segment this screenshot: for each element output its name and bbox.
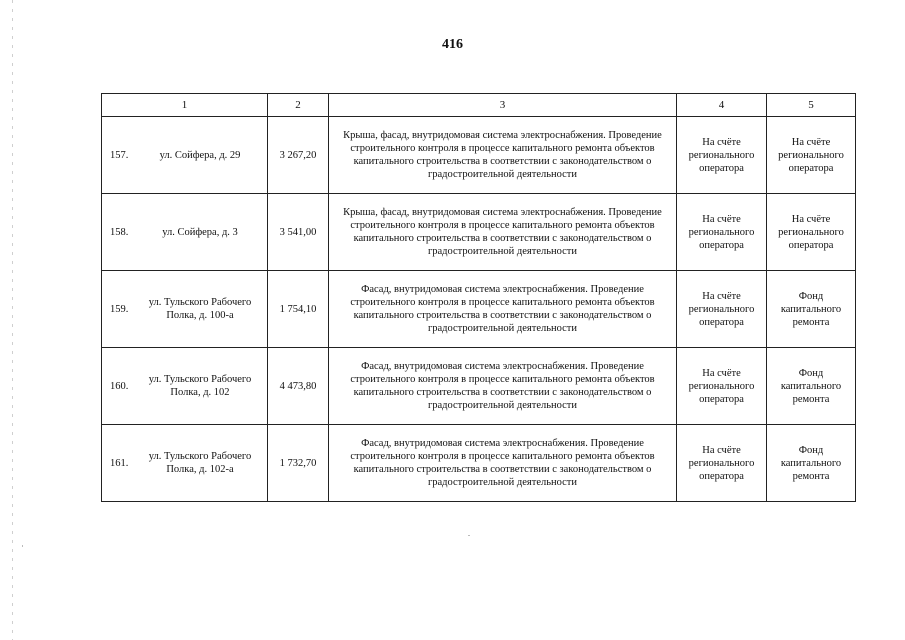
address-text: ул. Сойфера, д. 29 xyxy=(159,149,241,161)
header-cell-3: 3 xyxy=(329,94,677,117)
row-number: 159. xyxy=(110,303,129,315)
table-row xyxy=(102,117,856,194)
col4-value: На счёте регионального оператора xyxy=(677,117,767,194)
table-row xyxy=(102,271,856,348)
works-description: Фасад, внутридомовая система электроснабжения. Проведение строительного контроля в процессе капитального ремонта объектов капитального строительства в соответствии с законодательством о градостроительной деятельности xyxy=(329,425,677,502)
area-value: 1 754,10 xyxy=(268,271,329,348)
page-number: 416 xyxy=(442,37,463,52)
col5-value: На счёте регионального оператора xyxy=(767,194,856,271)
address-cell xyxy=(102,117,268,194)
address-cell xyxy=(102,348,268,425)
header-cell-5: 5 xyxy=(767,94,856,117)
header-row xyxy=(102,94,856,117)
col5-value: На счёте регионального оператора xyxy=(767,117,856,194)
scan-speck xyxy=(22,545,23,547)
address-text: ул. Тульского Рабочего Полка, д. 102-а xyxy=(148,451,252,475)
header-cell-2: 2 xyxy=(268,94,329,117)
table-row xyxy=(102,425,856,502)
col5-value: Фонд капитального ремонта xyxy=(767,271,856,348)
works-description: Фасад, внутридомовая система электроснабжения. Проведение строительного контроля в процессе капитального ремонта объектов капитального строительства в соответствии с законодательством о градостроительной деятельности xyxy=(329,271,677,348)
address-cell xyxy=(102,425,268,502)
repair-table xyxy=(101,93,856,502)
row-number: 160. xyxy=(110,380,129,392)
header-cell-4: 4 xyxy=(677,94,767,117)
col4-value: На счёте регионального оператора xyxy=(677,425,767,502)
works-description: Крыша, фасад, внутридомовая система электроснабжения. Проведение строительного контроля в процессе капитального ремонта объектов капитального строительства в соответствии с законодательством о градостроительной деятельности xyxy=(329,117,677,194)
header-cell-1: 1 xyxy=(102,94,268,117)
col4-value: На счёте регионального оператора xyxy=(677,271,767,348)
row-number: 157. xyxy=(110,149,129,161)
col5-value: Фонд капитального ремонта xyxy=(767,348,856,425)
area-value: 1 732,70 xyxy=(268,425,329,502)
row-number: 161. xyxy=(110,457,129,469)
scan-speck xyxy=(468,535,470,536)
address-cell xyxy=(102,271,268,348)
address-text: ул. Сойфера, д. 3 xyxy=(162,226,238,238)
works-description: Крыша, фасад, внутридомовая система электроснабжения. Проведение строительного контроля в процессе капитального ремонта объектов капитального строительства в соответствии с законодательством о градостроительной деятельности xyxy=(329,194,677,271)
col4-value: На счёте регионального оператора xyxy=(677,348,767,425)
works-description: Фасад, внутридомовая система электроснабжения. Проведение строительного контроля в процессе капитального ремонта объектов капитального строительства в соответствии с законодательством о градостроительной деятельности xyxy=(329,348,677,425)
col5-value: Фонд капитального ремонта xyxy=(767,425,856,502)
address-cell xyxy=(102,194,268,271)
table-row xyxy=(102,348,856,425)
area-value: 3 541,00 xyxy=(268,194,329,271)
area-value: 4 473,80 xyxy=(268,348,329,425)
area-value: 3 267,20 xyxy=(268,117,329,194)
address-text: ул. Тульского Рабочего Полка, д. 100-а xyxy=(148,297,252,321)
scan-edge-dashes xyxy=(12,0,13,640)
table-row xyxy=(102,194,856,271)
row-number: 158. xyxy=(110,226,129,238)
address-text: ул. Тульского Рабочего Полка, д. 102 xyxy=(148,374,252,398)
col4-value: На счёте регионального оператора xyxy=(677,194,767,271)
